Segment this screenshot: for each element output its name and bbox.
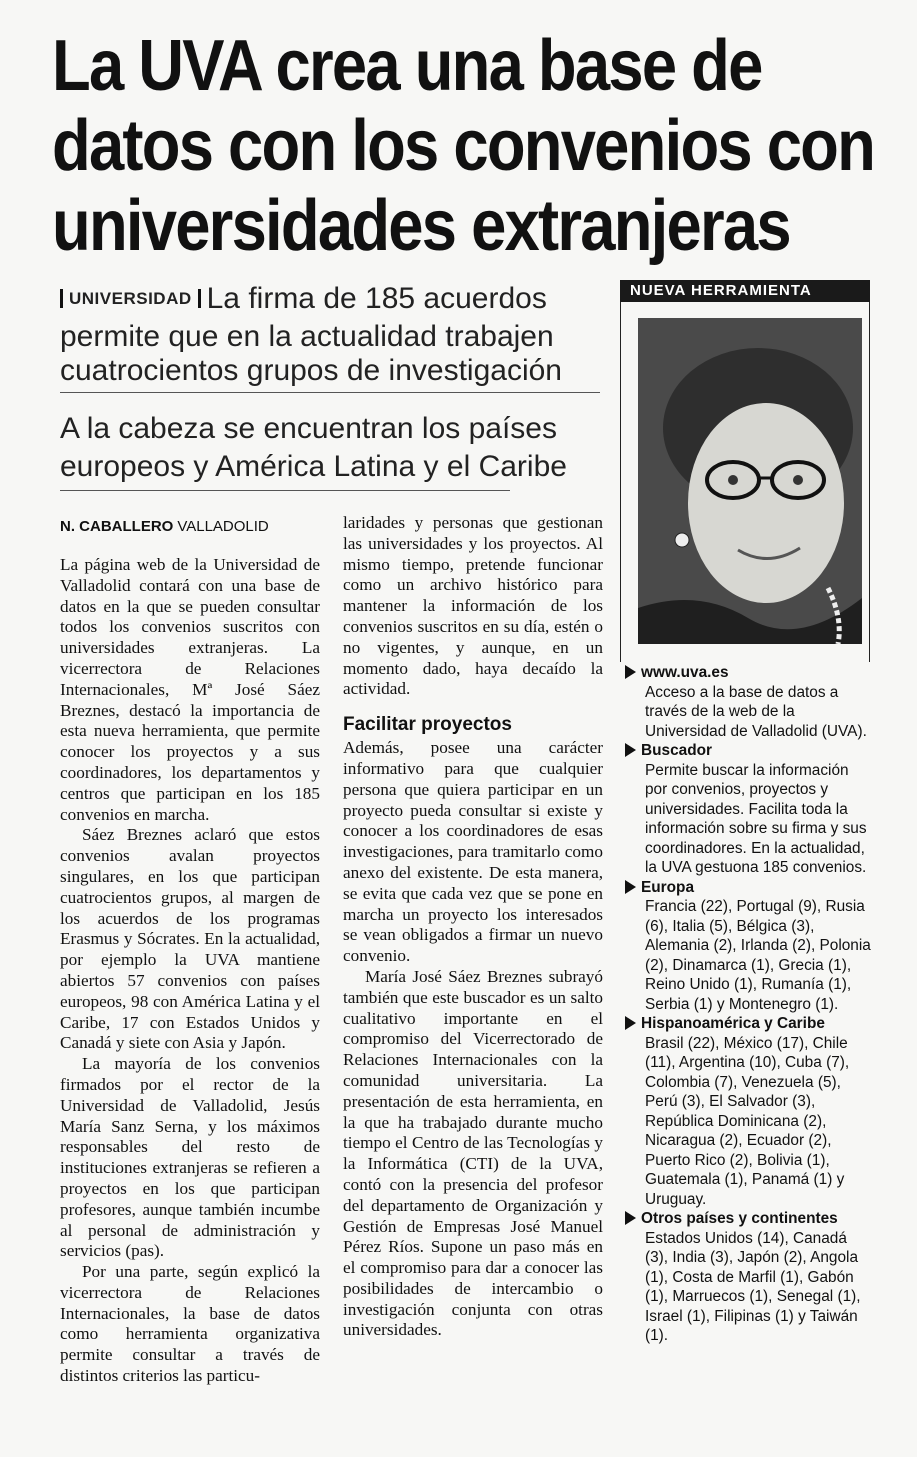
paragraph: María José Sáez Breznes subrayó también que este buscador es un salto cualitativo importante en el compromiso del Vicerrectorado de Relaciones Internacionales con la comunidad universitaria. La presentación de esta herramienta, en la que ha trabajado durante mucho tiempo el Centro de las Tecnologías y la Informática (CTI) de la UVA, contó con la presencia del profesor del departamento de Organización y Gestión de Empresas José Manuel Pérez Ríos. Supone un paso más en el compromiso para dar a conocer las posibilidades de intercambio o investigación conjunta con otras universidades. bbox=[343, 966, 603, 1340]
section-tag: UNIVERSIDAD bbox=[60, 289, 201, 308]
sidebar-item-text: Permite buscar la información por convenios, proyectos y universidades. Facilita toda la información sobre su firma y sus coordinadores. En la actualidad, la UVA gestuona 185 convenios. bbox=[645, 761, 867, 876]
sidebar-item-text: Estados Unidos (14), Canadá (3), India (3), Japón (2), Angola (1), Costa de Marfil (1), Gabón (1), Marruecos (1), Senegal (1), Israel (1), Filipinas (1) y Taiwán (1). bbox=[645, 1229, 861, 1344]
section-heading: Facilitar proyectos bbox=[343, 714, 512, 736]
sidebar-item-title bbox=[625, 1209, 873, 1229]
portrait-illustration bbox=[638, 318, 862, 644]
paragraph: Por una parte, según explicó la vicerrectora de Relaciones Internacionales, la base de datos como herramienta organizativa permite consultar a través de distintos criterios las particu- bbox=[60, 1262, 320, 1386]
portrait-photo bbox=[638, 318, 862, 644]
sidebar-header: NUEVA HERRAMIENTA bbox=[620, 280, 870, 302]
byline-author: N. CABALLERO bbox=[60, 518, 174, 535]
paragraph: Además, posee una carácter informativo para que cualquier persona que quiera participar en un proyecto pueda consultar si existe y conocer a los coordinadores de esas investigaciones, para tramitarlo como anexo del existente. De esta manera, se evita que cada vez que se pone en marcha un proyecto los interesados se vean obligados a firmar un nuevo convenio. bbox=[343, 738, 603, 966]
byline-place: VALLADOLID bbox=[177, 518, 269, 535]
byline bbox=[60, 518, 269, 535]
divider bbox=[60, 490, 510, 491]
sidebar-item-title bbox=[625, 878, 873, 898]
arrow-right-icon bbox=[625, 880, 636, 894]
paragraph: laridades y personas que gestionan las universidades y los proyectos. Al mismo tiempo, pretende funcionar como un archivo histórico para mantener la información de los convenios suscritos en su día, estén o no vigentes, y aunque, en un momento dado, haya decaído la actividad. bbox=[343, 513, 603, 699]
sidebar-item-text: Brasil (22), México (17), Chile (11), Argentina (10), Cuba (7), Colombia (7), Venezuela (5), Perú (3), El Salvador (3), República Dominicana (2), Nicaragua (2), Ecuador (2), Puerto Rico (2), Bolivia (1), Guatemala (1), Panamá (1) y Uruguay. bbox=[645, 1034, 850, 1208]
divider bbox=[60, 392, 600, 393]
subhead: A la cabeza se encuentran los países europeos y América Latina y el Caribe bbox=[60, 412, 567, 483]
paragraph: La página web de la Universidad de Valladolid contará con una base de datos en la que se pueden consultar todos los convenios suscritos con universidades extranjeras. La vicerrectora de Relaciones Internacionales, Mª José Sáez Breznes, destacó la importancia de esta nueva herramienta, que permite conocer los proyectos y a sus coordinadores, los departamentos y centros que participan en los 185 convenios en marcha. bbox=[60, 555, 320, 824]
paragraph: Sáez Breznes aclaró que estos convenios avalan proyectos singulares, en los que participan cuatrocientos grupos, al margen de los acuerdos de los programas Erasmus y Sócrates. En la actualidad, por ejemplo la UVA mantiene abiertos 57 convenios con países europeos, 98 con América Latina y el Caribe, 17 con Estados Unidos y Canadá y siete con Asia y Japón. bbox=[60, 825, 320, 1053]
sidebar-item-title-text: Hispanoamérica y Caribe bbox=[641, 1015, 825, 1032]
sidebar-item-title bbox=[625, 741, 873, 761]
arrow-right-icon bbox=[625, 1016, 636, 1030]
sidebar-item-title-text: Europa bbox=[641, 878, 695, 896]
sidebar-item-title-text: Otros países y continentes bbox=[641, 1210, 838, 1227]
arrow-right-icon bbox=[625, 665, 636, 679]
headline: La UVA crea una base de datos con los convenios con universidades extranjeras bbox=[52, 26, 875, 266]
kicker bbox=[60, 282, 600, 388]
kicker-text: La firma de 185 acuerdos permite que en la actualidad trabajen cuatrocientos grupos de investigación bbox=[60, 282, 562, 387]
paragraph: La mayoría de los convenios firmados por el rector de la Universidad de Valladolid, Jesús María Sanz Serna, y los máximos responsables del resto de instituciones extranjeras se refieren a proyectos en los que participan profesores, aunque también incumbe al personal de administración y servicios (pas). bbox=[60, 1054, 320, 1261]
article-column-1 bbox=[60, 555, 320, 1387]
article-column-2 bbox=[343, 513, 603, 1341]
sidebar-item-title-text: www.uva.es bbox=[641, 664, 729, 681]
sidebar-facts bbox=[625, 663, 873, 1346]
sidebar-item-title bbox=[625, 663, 873, 683]
sidebar-item-title bbox=[625, 1014, 873, 1034]
arrow-right-icon bbox=[625, 1211, 636, 1225]
arrow-right-icon bbox=[625, 743, 636, 757]
sidebar-item-text: Francia (22), Portugal (9), Rusia (6), Italia (5), Bélgica (3), Alemania (2), Irlanda (2), Polonia (2), Dinamarca (1), Grecia (1), Reino Unido (1), Rumanía (1), Serbia (1) y Montenegro (1). bbox=[645, 898, 871, 1013]
sidebar-item-title-text: Buscador bbox=[641, 742, 712, 759]
sidebar-item-text: Acceso a la base de datos a través de la web de la Universidad de Valladolid (UVA). bbox=[645, 683, 867, 740]
